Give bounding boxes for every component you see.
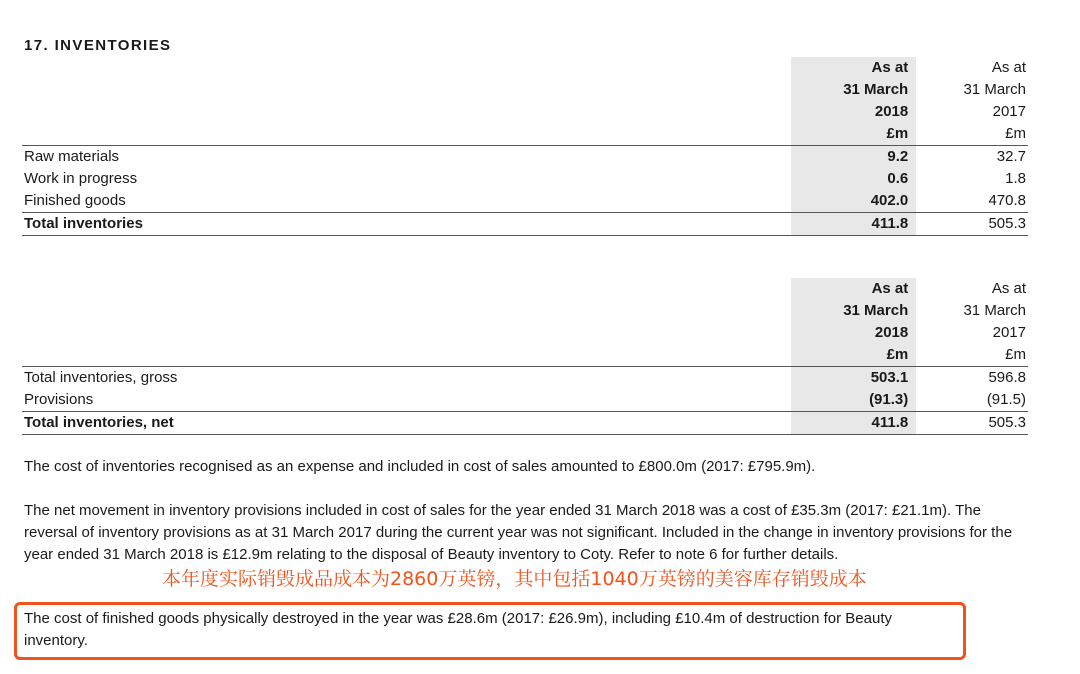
col-2017-header-line: 2017 (992, 103, 1026, 120)
col-2017-header-line: 2017 (992, 324, 1026, 341)
col-2017-header-line: £m (916, 123, 1028, 146)
value-2017: 596.8 (988, 369, 1026, 386)
col-2018-header-line: 2018 (791, 101, 917, 123)
col-2018-header-line: As at (791, 278, 917, 300)
value-2017: 1.8 (1005, 170, 1026, 187)
table-header-row (22, 101, 1028, 123)
value-2017: 32.7 (996, 148, 1026, 165)
value-2018: (91.3) (791, 389, 917, 412)
table-header-row (22, 79, 1028, 101)
value-2017: 470.8 (916, 190, 1028, 213)
table-header-row (22, 322, 1028, 344)
table-row (22, 389, 1028, 412)
row-label: Provisions (22, 389, 791, 412)
chinese-annotation: 本年度实际销毁成品成本为2860万英镑，其中包括1040万英镑的美容库存销毁成本 (162, 568, 867, 590)
table-row (22, 190, 1028, 213)
col-2018-header-line: 31 March (791, 79, 917, 101)
col-2017-header-line: 31 March (963, 302, 1026, 319)
col-2017-header-line: As at (991, 280, 1026, 297)
value-2018: 0.6 (791, 168, 917, 190)
table-row (22, 168, 1028, 190)
row-label: Work in progress (24, 170, 138, 187)
inventories-table (22, 57, 1028, 236)
value-2017: 505.3 (916, 213, 1028, 236)
destroyed-goods-paragraph: The cost of finished goods physically destroyed in the year was £28.6m (2017: £26.9m), including £10.4m of destruction for Beauty inventory. (24, 610, 892, 649)
col-2017-header-line: As at (991, 59, 1026, 76)
value-2017: (91.5) (916, 389, 1028, 412)
total-row (22, 412, 1028, 435)
table-row (22, 367, 1028, 390)
cost-of-sales-paragraph: The cost of inventories recognised as an expense and included in cost of sales amounted to £800.0m (2017: £795.9m). (24, 458, 816, 475)
table-header-row (22, 300, 1028, 322)
col-2018-header-line: 31 March (791, 300, 917, 322)
row-label: Raw materials (24, 148, 120, 165)
table-header-row (22, 278, 1028, 300)
provisions-movement-paragraph: The net movement in inventory provisions included in cost of sales for the year ended 31 March 2018 was a cost of £35.3m (2017: £21.1m). The reversal of inventory provisions as at 31 March 2017 during the current year was not significant. Included in the change in inventory provisions for the year ended 31 March 2018 is £12.9m relating to the disposal of Beauty inventory to Coty. Refer to note 6 for further details. (24, 502, 1013, 563)
value-2017: 505.3 (916, 412, 1028, 435)
col-2018-header-line: £m (791, 344, 917, 367)
row-label: Total inventories (22, 213, 791, 236)
table-header-row (22, 57, 1028, 79)
value-2018: 411.8 (791, 412, 917, 435)
row-label: Finished goods (22, 190, 791, 213)
total-row (22, 213, 1028, 236)
value-2018: 503.1 (791, 367, 917, 390)
row-label: Total inventories, net (22, 412, 791, 435)
note-heading: 17. INVENTORIES (24, 37, 172, 54)
inventory-provisions-table (22, 278, 1028, 435)
value-2018: 411.8 (791, 213, 917, 236)
table-row (22, 146, 1028, 169)
col-2017-header-line: £m (916, 344, 1028, 367)
value-2018: 402.0 (791, 190, 917, 213)
row-label: Total inventories, gross (24, 369, 178, 386)
col-2018-header-line: 2018 (791, 322, 917, 344)
value-2018: 9.2 (791, 146, 917, 169)
col-2018-header-line: As at (791, 57, 917, 79)
col-2017-header-line: 31 March (963, 81, 1026, 98)
table-header-row (22, 344, 1028, 367)
table-header-row (22, 123, 1028, 146)
col-2018-header-line: £m (791, 123, 917, 146)
